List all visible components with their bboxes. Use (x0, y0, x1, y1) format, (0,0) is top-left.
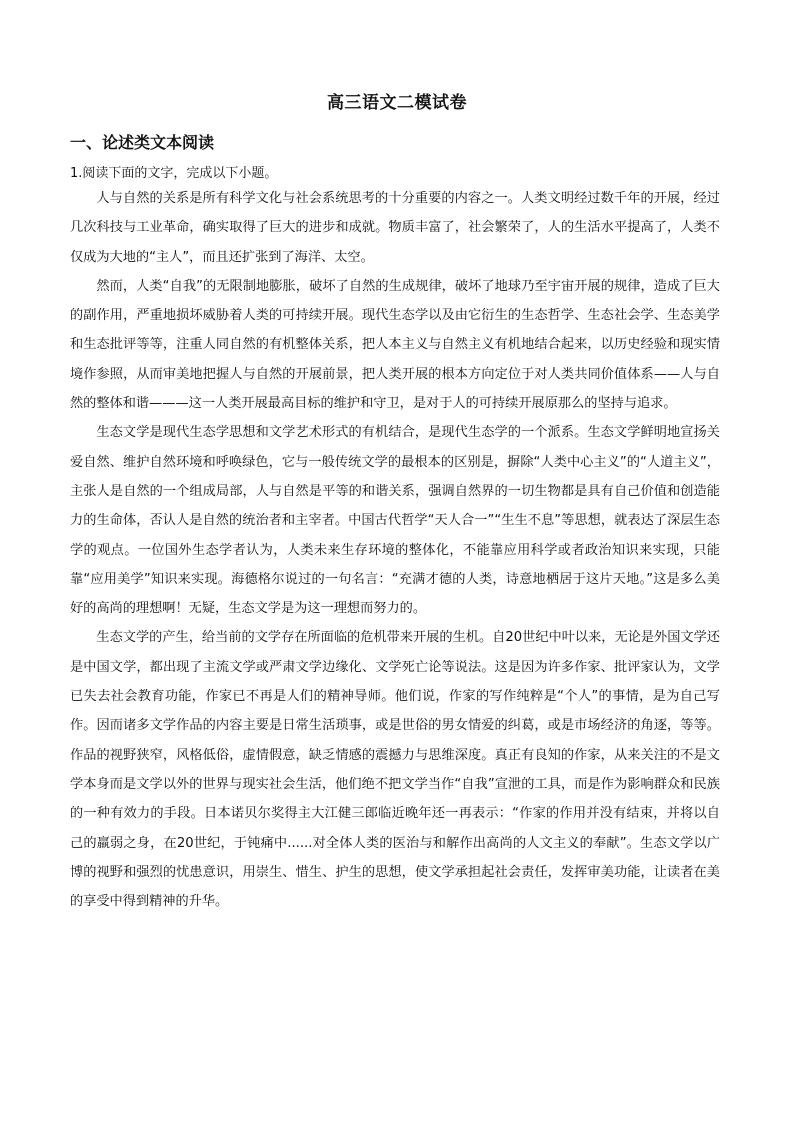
paragraph-1: 人与自然的关系是所有科学文化与社会系统思考的十分重要的内容之一。人类文明经过数千年的开展，经过几次科技与工业革命，确实取得了巨大的进步和成就。物质丰富了，社会繁荣了，人的生活水平提高了，人类不仅成为大地的“主人”，而且还扩张到了海洋、太空。 (70, 191, 720, 265)
paragraph-2: 然而，人类“自我”的无限制地膨胀，破坏了自然的生成规律，破坏了地球乃至宇宙开展的规律，造成了巨大的副作用，严重地损坏威胁着人类的可持续开展。现代生态学以及由它衍生的生态哲学、生态社会学、生态美学和生态批评等等，注重人同自然的有机整体关系，把人本主义与自然主义有机地结合起来，以历史经验和现实情境作参照，从而审美地把握人与自然的开展前景，把人类开展的根本方向定位于对人类共同价值体系——人与自然的整体和谐———这一人类开展最高目标的维护和守卫，是对于人的可持续开展原那么的坚持与追求。 (70, 278, 720, 412)
paragraph-3: 生态文学是现代生态学思想和文学艺术形式的有机结合，是现代生态学的一个派系。生态文学鲜明地宣扬关爱自然、维护自然环境和呼唤绿色，它与一般传统文学的最根本的区别是，摒除“人类中心主义”的“人道主义”，主张人是自然的一个组成局部，人与自然是平等的和谐关系，强调自然界的一切生物都是具有自己价值和创造能力的生命体，否认人是自然的统治者和主宰者。中国古代哲学“天人合一”“生生不息”等思想，就表达了深层生态学的观点。一位国外生态学者认为，人类未来生存环境的整体化，不能靠应用科学或者政治知识来实现，只能靠“应用美学”知识来实现。海德格尔说过的一句名言：“充满才德的人类，诗意地栖居于这片天地。”这是多么美好的高尚的理想啊！无疑，生态文学是为这一理想而努力的。 (70, 425, 720, 617)
passage-body (70, 184, 720, 916)
section-heading: 一、论述类文本阅读 (70, 133, 215, 152)
paragraph-4: 生态文学的产生，给当前的文学存在所面临的危机带来开展的生机。自20世纪中叶以来，无论是外国文学还是中国文学，都出现了主流文学或严肃文学边缘化、文学死亡论等说法。这是因为许多作家、批评家认为，文学已失去社会教育功能，作家已不再是人们的精神导师。他们说，作家的写作纯粹是“个人”的事情，是为自己写作。因而诸多文学作品的内容主要是日常生活琐事，或是世俗的男女情爱的纠葛，或是市场经济的角逐，等等。作品的视野狭窄，风格低俗，虚情假意，缺乏情感的震撼力与思维深度。真正有良知的作家，从来关注的不是文学本身而是文学以外的世界与现实社会生活，他们绝不把文学当作“自我”宣泄的工具，而是作为影响群众和民族的一种有效力的手段。日本诺贝尔奖得主大江健三郎临近晚年还一再表示：“作家的作用并没有结束，并将以自己的羸弱之身，在20世纪，于钝痛中......对全体人类的医治与和解作出高尚的人文主义的奉献”。生态文学以广博的视野和强烈的忧患意识，用崇生、惜生、护生的思想，使文学承担起社会责任，发挥审美功能，让读者在美的享受中得到精神的升华。 (70, 630, 720, 910)
question-intro: 1.阅读下面的文字，完成以下小题。 (70, 166, 278, 181)
page-title: 高三语文二模试卷 (327, 93, 467, 113)
